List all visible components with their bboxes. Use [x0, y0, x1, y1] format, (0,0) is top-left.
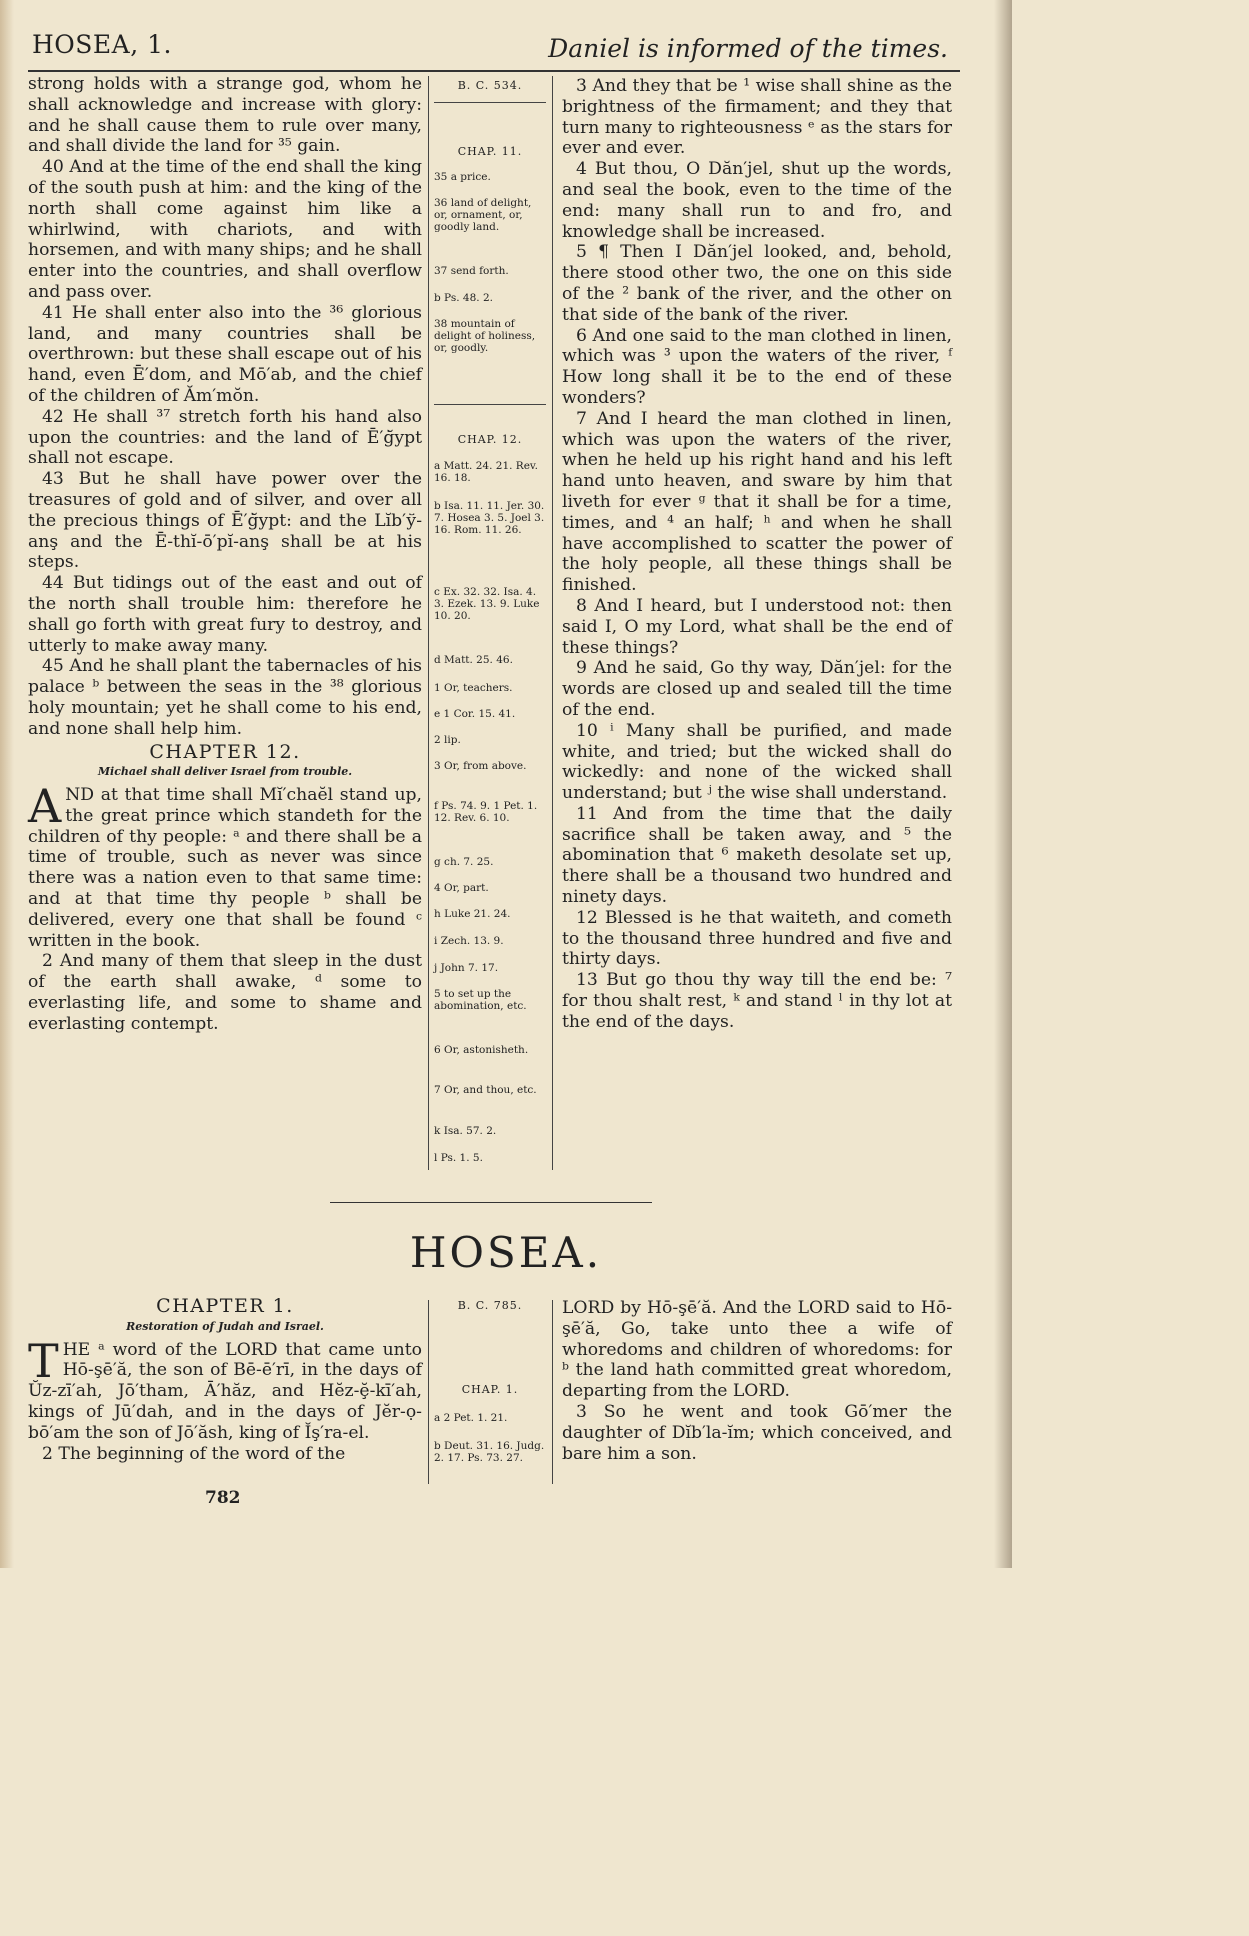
verse-text: 44 But tidings out of the east and out of the north shall trouble him: therefore he shall go forth with great fury to destroy, and utterly to make away many.	[28, 573, 422, 656]
margin-note: g ch. 7. 25.	[434, 856, 494, 868]
verse-text: 43 But he shall have power over the treasures of gold and of silver, and over all the precious things of Ē′ġ̆ypt: and the Lĭb′ў-anş and the Ē-thĭ-ō′pĭ-anş shall be at his steps.	[28, 469, 422, 573]
verse-text: 6 And one said to the man clothed in linen, which was ³ upon the waters of the river, ᶠ How long shall it be to the end of these wonders?	[562, 325, 952, 408]
verse-text: ND at that time shall Mĭ′chaĕl stand up, the great prince which standeth for the children of thy people: ᵃ and there shall be a time of trouble, such as never was since there was a nation even to that same time: and at that time thy people ᵇ shall be delivered, every one that shall be found ᶜ written in the book.	[28, 785, 422, 951]
margin-date: B. C. 534.	[457, 79, 523, 92]
right-column	[562, 76, 952, 1033]
margin-chapter: CHAP. 1.	[461, 1383, 519, 1396]
left-column	[28, 74, 422, 1035]
margin-note: h Luke 21. 24.	[434, 908, 511, 920]
chapter-summary: Restoration of Judah and Israel.	[126, 1319, 324, 1333]
column-divider	[552, 76, 553, 1170]
margin-note: 1 Or, teachers.	[434, 682, 513, 694]
verse-text: 12 Blessed is he that waiteth, and cometh to the thousand three hundred and five and thirty days.	[562, 907, 952, 970]
verse-text: 13 But go thou thy way till the end be: ⁷ for thou shalt rest, ᵏ and stand ˡ in thy lot at the end of the days.	[562, 970, 952, 1032]
margin-note: i Zech. 13. 9.	[434, 935, 504, 947]
verse-text: 9 And he said, Go thy way, Dăn′jel: for the words are closed up and sealed till the time of the end.	[562, 658, 952, 720]
margin-note: f Ps. 74. 9. 1 Pet. 1. 12. Rev. 6. 10.	[434, 800, 538, 824]
book-title: HOSEA.	[409, 1228, 603, 1277]
margin-note: 6 Or, astonisheth.	[434, 1044, 529, 1056]
verse-text: 7 And I heard the man clothed in linen, which was upon the waters of the river, when he held up his right hand and his left hand unto heaven, and sware by him that liveth for ever ᵍ that it shall be for a time, times, and ⁴ an half; ʰ and when he shall have accomplished to scatter the power of the holy people, all these things shall be finished.	[562, 408, 952, 596]
column-divider	[428, 1300, 429, 1484]
margin-note: 38 mountain of delight of holiness, or, goodly.	[434, 318, 536, 354]
verse-text: 5 ¶ Then I Dăn′jel looked, and, behold, there stood other two, the one on this side of the ² bank of the river, and the other on that side of the bank of the river.	[562, 242, 952, 325]
margin-note: 5 to set up the abomination, etc.	[434, 988, 527, 1012]
margin-date: B. C. 785.	[457, 1299, 523, 1312]
margin-note: b Deut. 31. 16. Judg. 2. 17. Ps. 73. 27.	[434, 1440, 545, 1464]
margin-note: 3 Or, from above.	[434, 760, 527, 772]
hosea-reference-column	[434, 0, 546, 1490]
margin-note: 2 lip.	[434, 734, 461, 746]
margin-note: 35 a price.	[434, 171, 491, 183]
verse-text: 8 And I heard, but I understood not: then said I, O my Lord, what shall be the end of these things?	[562, 595, 952, 658]
verse-text: HE ᵃ word of the LORD that came unto Hō-şē′ă, the son of Bē-ē′rī, in the days of Ŭz-zī′ah, Jō′tham, Ā′hăz, and Hĕz-ḝ-kī′ah, kings of Jū′dah, and in the days of Jĕr-ọ-bō′am the son of Jō′ăsh, king of Ĭş′ra-el.	[28, 1339, 422, 1443]
running-header-right: Daniel is informed of the times.	[548, 34, 948, 63]
verse-text: 2 The beginning of the word of the	[42, 1443, 346, 1464]
verse-text: 3 And they that be ¹ wise shall shine as the brightness of the firmament; and they that turn many to righteousness ᵉ as the stars for ever and ever.	[562, 76, 952, 159]
margin-note: 36 land of delight, or, ornament, or, goodly land.	[434, 197, 532, 233]
verse-text: 42 He shall ³⁷ stretch forth his hand also upon the countries: and the land of Ē′ġ̆ypt shall not escape.	[28, 406, 422, 469]
margin-note: j John 7. 17.	[434, 962, 499, 974]
verse-text: 10 ⁱ Many shall be purified, and made white, and tried; but the wicked shall do wickedly: and none of the wicked shall understand; but ʲ the wise shall understand.	[562, 720, 952, 804]
page-edge	[994, 0, 1012, 1568]
verse-text: 45 And he shall plant the tabernacles of his palace ᵇ between the seas in the ³⁸ glorious holy mountain; yet he shall come to his end, and none shall help him.	[28, 656, 422, 739]
margin-note: d Matt. 25. 46.	[434, 654, 513, 666]
verse-text: 41 He shall enter also into the ³⁶ glorious land, and many countries shall be overthrown: but these shall escape out of his hand, even Ē′dom, and Mō′ab, and the chief of the children of Ăm′mŏn.	[28, 302, 422, 406]
margin-note: k Isa. 57. 2.	[434, 1125, 497, 1137]
margin-note: l Ps. 1. 5.	[434, 1152, 483, 1164]
margin-chapter: CHAP. 11.	[457, 145, 523, 158]
margin-note: 37 send forth.	[434, 265, 509, 277]
page-stain	[0, 0, 14, 1568]
verse-text: 40 And at the time of the end shall the king of the south push at him: and the king of the north shall come against him like a whirlwind, with chariots, and with horsemen, and with many ships; and he shall enter into the countries, and shall overflow and pass over.	[28, 157, 422, 302]
margin-note: b Ps. 48. 2.	[434, 292, 493, 304]
chapter-heading: CHAPTER 1.	[156, 1295, 294, 1317]
drop-cap: A	[28, 779, 62, 834]
verse-text: 2 And many of them that sleep in the dust of the earth shall awake, ᵈ some to everlasting life, and some to shame and everlasting contempt.	[28, 951, 422, 1034]
column-divider	[428, 76, 429, 1170]
verse-text: 3 So he went and took Gō′mer the daughter of Dĭb′la-ĭm; which conceived, and bare him a son.	[562, 1401, 952, 1464]
chapter-summary: Michael shall deliver Israel from trouble.	[97, 765, 353, 779]
hosea-left-column	[28, 1294, 422, 1464]
margin-note: b Isa. 11. 11. Jer. 30. 7. Hosea 3. 5. Joel 3. 16. Rom. 11. 26.	[434, 500, 545, 536]
margin-note: 7 Or, and thou, etc.	[434, 1084, 537, 1096]
hosea-right-column	[562, 1298, 952, 1464]
column-divider	[552, 1300, 553, 1484]
running-header-left: HOSEA, 1.	[32, 30, 172, 59]
margin-note: a 2 Pet. 1. 21.	[434, 1412, 508, 1424]
verse-text: 11 And from the time that the daily sacrifice shall be taken away, and ⁵ the abomination that ⁶ maketh desolate set up, there shall be a thousand two hundred and ninety days.	[562, 803, 952, 908]
margin-note: e 1 Cor. 15. 41.	[434, 708, 516, 720]
margin-chapter: CHAP. 12.	[457, 433, 523, 446]
verse-text: LORD by Hō-şē′ă. And the LORD said to Hō-şē′ă, Go, take unto thee a wife of whoredoms and children of whoredoms: for ᵇ the land hath committed great whoredom, departing from the LORD.	[562, 1298, 952, 1402]
margin-note: a Matt. 24. 21. Rev. 16. 18.	[434, 460, 538, 484]
verse-text: 4 But thou, O Dăn′jel, shut up the words, and seal the book, even to the time of the end: many shall run to and fro, and knowledge shall be increased.	[562, 159, 952, 242]
drop-cap: T	[28, 1333, 59, 1388]
margin-note: 4 Or, part.	[434, 882, 489, 894]
page-number: 782	[205, 1488, 241, 1508]
margin-note: c Ex. 32. 32. Isa. 4. 3. Ezek. 13. 9. Luke 10. 20.	[434, 586, 540, 622]
verse-text: strong holds with a strange god, whom he shall acknowledge and increase with glory: and he shall cause them to rule over many, and shall divide the land for ³⁵ gain.	[28, 74, 422, 157]
chapter-heading: CHAPTER 12.	[149, 740, 301, 763]
